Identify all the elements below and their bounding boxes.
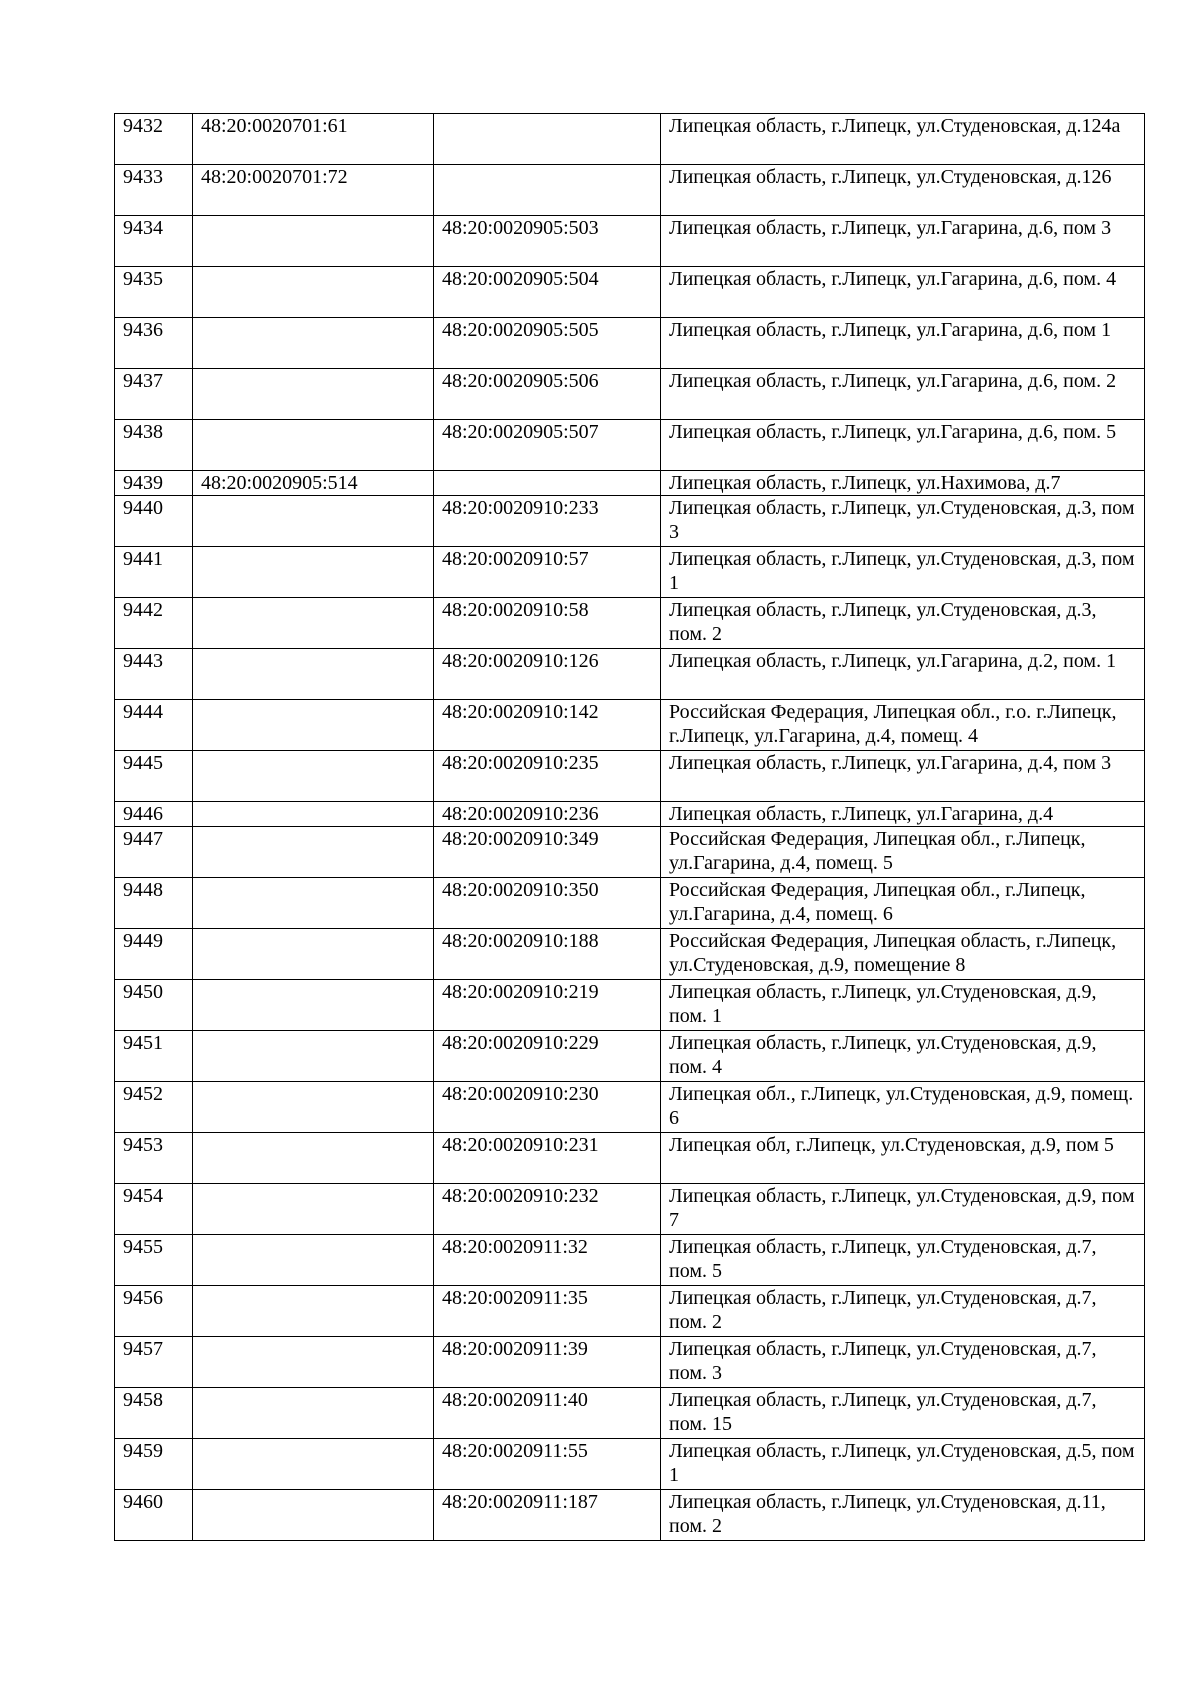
- land-cadastral-number-cell: [193, 1286, 434, 1337]
- land-cadastral-number-cell: [193, 980, 434, 1031]
- address-cell: Липецкая область, г.Липецк, ул.Гагарина, д.6, пом 1: [661, 318, 1145, 369]
- table-row: [115, 929, 1145, 980]
- object-cadastral-number-cell: 48:20:0020911:39: [434, 1337, 661, 1388]
- land-cadastral-number-cell: [193, 827, 434, 878]
- address-cell: Липецкая область, г.Липецк, ул.Студеновская, д.7, пом. 2: [661, 1286, 1145, 1337]
- table-row: [115, 114, 1145, 165]
- table-row: [115, 547, 1145, 598]
- address-cell: Липецкая область, г.Липецк, ул.Гагарина, д.6, пом 3: [661, 216, 1145, 267]
- land-cadastral-number-cell: [193, 1337, 434, 1388]
- table-row: [115, 1337, 1145, 1388]
- address-cell: Липецкая область, г.Липецк, ул.Студеновская, д.9, пом 7: [661, 1184, 1145, 1235]
- address-cell: Липецкая область, г.Липецк, ул.Гагарина, д.6, пом. 2: [661, 369, 1145, 420]
- address-cell: Липецкая обл, г.Липецк, ул.Студеновская, д.9, пом 5: [661, 1133, 1145, 1184]
- row-number-cell: 9441: [115, 547, 193, 598]
- address-cell: Липецкая область, г.Липецк, ул.Студеновская, д.7, пом. 5: [661, 1235, 1145, 1286]
- address-cell: Липецкая область, г.Липецк, ул.Гагарина, д.4, пом 3: [661, 751, 1145, 802]
- table-row: [115, 267, 1145, 318]
- table-row: [115, 878, 1145, 929]
- object-cadastral-number-cell: 48:20:0020911:55: [434, 1439, 661, 1490]
- row-number-cell: 9440: [115, 496, 193, 547]
- object-cadastral-number-cell: 48:20:0020910:58: [434, 598, 661, 649]
- object-cadastral-number-cell: 48:20:0020905:504: [434, 267, 661, 318]
- object-cadastral-number-cell: 48:20:0020911:40: [434, 1388, 661, 1439]
- land-cadastral-number-cell: [193, 369, 434, 420]
- address-cell: Липецкая область, г.Липецк, ул.Студеновская, д.7, пом. 3: [661, 1337, 1145, 1388]
- table-row: [115, 1439, 1145, 1490]
- land-cadastral-number-cell: [193, 267, 434, 318]
- row-number-cell: 9436: [115, 318, 193, 369]
- land-cadastral-number-cell: [193, 1031, 434, 1082]
- object-cadastral-number-cell: 48:20:0020910:219: [434, 980, 661, 1031]
- object-cadastral-number-cell: 48:20:0020910:230: [434, 1082, 661, 1133]
- object-cadastral-number-cell: 48:20:0020910:57: [434, 547, 661, 598]
- registry-table-body: [115, 114, 1145, 1541]
- land-cadastral-number-cell: 48:20:0020701:61: [193, 114, 434, 165]
- row-number-cell: 9455: [115, 1235, 193, 1286]
- land-cadastral-number-cell: [193, 649, 434, 700]
- table-row: [115, 165, 1145, 216]
- land-cadastral-number-cell: [193, 1439, 434, 1490]
- address-cell: Липецкая область, г.Липецк, ул.Гагарина, д.6, пом. 4: [661, 267, 1145, 318]
- land-cadastral-number-cell: [193, 929, 434, 980]
- row-number-cell: 9456: [115, 1286, 193, 1337]
- address-cell: Липецкая область, г.Липецк, ул.Студеновская, д.124а: [661, 114, 1145, 165]
- object-cadastral-number-cell: 48:20:0020905:506: [434, 369, 661, 420]
- object-cadastral-number-cell: 48:20:0020910:235: [434, 751, 661, 802]
- table-row: [115, 318, 1145, 369]
- object-cadastral-number-cell: 48:20:0020910:126: [434, 649, 661, 700]
- row-number-cell: 9435: [115, 267, 193, 318]
- object-cadastral-number-cell: 48:20:0020910:232: [434, 1184, 661, 1235]
- land-cadastral-number-cell: [193, 420, 434, 471]
- land-cadastral-number-cell: [193, 216, 434, 267]
- land-cadastral-number-cell: [193, 751, 434, 802]
- address-cell: Липецкая область, г.Липецк, ул.Гагарина, д.2, пом. 1: [661, 649, 1145, 700]
- object-cadastral-number-cell: 48:20:0020910:229: [434, 1031, 661, 1082]
- row-number-cell: 9445: [115, 751, 193, 802]
- row-number-cell: 9434: [115, 216, 193, 267]
- land-cadastral-number-cell: [193, 802, 434, 827]
- table-row: [115, 598, 1145, 649]
- row-number-cell: 9439: [115, 471, 193, 496]
- object-cadastral-number-cell: 48:20:0020910:349: [434, 827, 661, 878]
- address-cell: Российская Федерация, Липецкая обл., г.Липецк, ул.Гагарина, д.4, помещ. 6: [661, 878, 1145, 929]
- address-cell: Липецкая область, г.Липецк, ул.Гагарина, д.4: [661, 802, 1145, 827]
- row-number-cell: 9442: [115, 598, 193, 649]
- address-cell: Липецкая область, г.Липецк, ул.Нахимова, д.7: [661, 471, 1145, 496]
- row-number-cell: 9432: [115, 114, 193, 165]
- row-number-cell: 9450: [115, 980, 193, 1031]
- address-cell: Липецкая область, г.Липецк, ул.Студеновская, д.11, пом. 2: [661, 1490, 1145, 1541]
- table-row: [115, 216, 1145, 267]
- table-row: [115, 471, 1145, 496]
- table-row: [115, 802, 1145, 827]
- address-cell: Липецкая обл., г.Липецк, ул.Студеновская, д.9, помещ. 6: [661, 1082, 1145, 1133]
- address-cell: Липецкая область, г.Липецк, ул.Гагарина, д.6, пом. 5: [661, 420, 1145, 471]
- land-cadastral-number-cell: 48:20:0020905:514: [193, 471, 434, 496]
- land-cadastral-number-cell: [193, 1133, 434, 1184]
- table-row: [115, 1133, 1145, 1184]
- object-cadastral-number-cell: 48:20:0020905:507: [434, 420, 661, 471]
- table-row: [115, 649, 1145, 700]
- land-cadastral-number-cell: [193, 318, 434, 369]
- object-cadastral-number-cell: 48:20:0020910:233: [434, 496, 661, 547]
- land-cadastral-number-cell: [193, 878, 434, 929]
- row-number-cell: 9448: [115, 878, 193, 929]
- address-cell: Липецкая область, г.Липецк, ул.Студеновская, д.9, пом. 4: [661, 1031, 1145, 1082]
- object-cadastral-number-cell: 48:20:0020910:231: [434, 1133, 661, 1184]
- object-cadastral-number-cell: 48:20:0020905:503: [434, 216, 661, 267]
- table-row: [115, 1388, 1145, 1439]
- address-cell: Липецкая область, г.Липецк, ул.Студеновская, д.3, пом. 2: [661, 598, 1145, 649]
- address-cell: Российская Федерация, Липецкая область, г.Липецк, ул.Студеновская, д.9, помещение 8: [661, 929, 1145, 980]
- table-row: [115, 1082, 1145, 1133]
- land-cadastral-number-cell: [193, 1235, 434, 1286]
- row-number-cell: 9433: [115, 165, 193, 216]
- row-number-cell: 9454: [115, 1184, 193, 1235]
- object-cadastral-number-cell: 48:20:0020910:236: [434, 802, 661, 827]
- address-cell: Липецкая область, г.Липецк, ул.Студеновская, д.9, пом. 1: [661, 980, 1145, 1031]
- row-number-cell: 9460: [115, 1490, 193, 1541]
- address-cell: Липецкая область, г.Липецк, ул.Студеновская, д.3, пом 1: [661, 547, 1145, 598]
- address-cell: Липецкая область, г.Липецк, ул.Студеновская, д.5, пом 1: [661, 1439, 1145, 1490]
- row-number-cell: 9443: [115, 649, 193, 700]
- land-cadastral-number-cell: [193, 1184, 434, 1235]
- row-number-cell: 9447: [115, 827, 193, 878]
- land-cadastral-number-cell: [193, 598, 434, 649]
- object-cadastral-number-cell: [434, 165, 661, 216]
- address-cell: Липецкая область, г.Липецк, ул.Студеновская, д.126: [661, 165, 1145, 216]
- table-row: [115, 1235, 1145, 1286]
- row-number-cell: 9452: [115, 1082, 193, 1133]
- object-cadastral-number-cell: 48:20:0020911:187: [434, 1490, 661, 1541]
- land-cadastral-number-cell: [193, 1388, 434, 1439]
- land-cadastral-number-cell: [193, 1490, 434, 1541]
- table-row: [115, 496, 1145, 547]
- property-registry-table: [114, 113, 1145, 1541]
- table-row: [115, 369, 1145, 420]
- row-number-cell: 9444: [115, 700, 193, 751]
- row-number-cell: 9453: [115, 1133, 193, 1184]
- table-row: [115, 980, 1145, 1031]
- row-number-cell: 9438: [115, 420, 193, 471]
- object-cadastral-number-cell: 48:20:0020905:505: [434, 318, 661, 369]
- table-row: [115, 827, 1145, 878]
- object-cadastral-number-cell: 48:20:0020910:188: [434, 929, 661, 980]
- row-number-cell: 9449: [115, 929, 193, 980]
- object-cadastral-number-cell: 48:20:0020910:350: [434, 878, 661, 929]
- object-cadastral-number-cell: 48:20:0020910:142: [434, 700, 661, 751]
- land-cadastral-number-cell: [193, 700, 434, 751]
- row-number-cell: 9459: [115, 1439, 193, 1490]
- address-cell: Липецкая область, г.Липецк, ул.Студеновская, д.3, пом 3: [661, 496, 1145, 547]
- address-cell: Российская Федерация, Липецкая обл., г.о. г.Липецк, г.Липецк, ул.Гагарина, д.4, помещ. 4: [661, 700, 1145, 751]
- row-number-cell: 9458: [115, 1388, 193, 1439]
- land-cadastral-number-cell: [193, 1082, 434, 1133]
- table-row: [115, 700, 1145, 751]
- row-number-cell: 9457: [115, 1337, 193, 1388]
- row-number-cell: 9437: [115, 369, 193, 420]
- object-cadastral-number-cell: 48:20:0020911:32: [434, 1235, 661, 1286]
- table-row: [115, 420, 1145, 471]
- row-number-cell: 9446: [115, 802, 193, 827]
- address-cell: Российская Федерация, Липецкая обл., г.Липецк, ул.Гагарина, д.4, помещ. 5: [661, 827, 1145, 878]
- table-row: [115, 751, 1145, 802]
- land-cadastral-number-cell: [193, 496, 434, 547]
- object-cadastral-number-cell: 48:20:0020911:35: [434, 1286, 661, 1337]
- table-row: [115, 1184, 1145, 1235]
- table-row: [115, 1286, 1145, 1337]
- land-cadastral-number-cell: 48:20:0020701:72: [193, 165, 434, 216]
- object-cadastral-number-cell: [434, 114, 661, 165]
- land-cadastral-number-cell: [193, 547, 434, 598]
- table-row: [115, 1490, 1145, 1541]
- table-row: [115, 1031, 1145, 1082]
- row-number-cell: 9451: [115, 1031, 193, 1082]
- object-cadastral-number-cell: [434, 471, 661, 496]
- address-cell: Липецкая область, г.Липецк, ул.Студеновская, д.7, пом. 15: [661, 1388, 1145, 1439]
